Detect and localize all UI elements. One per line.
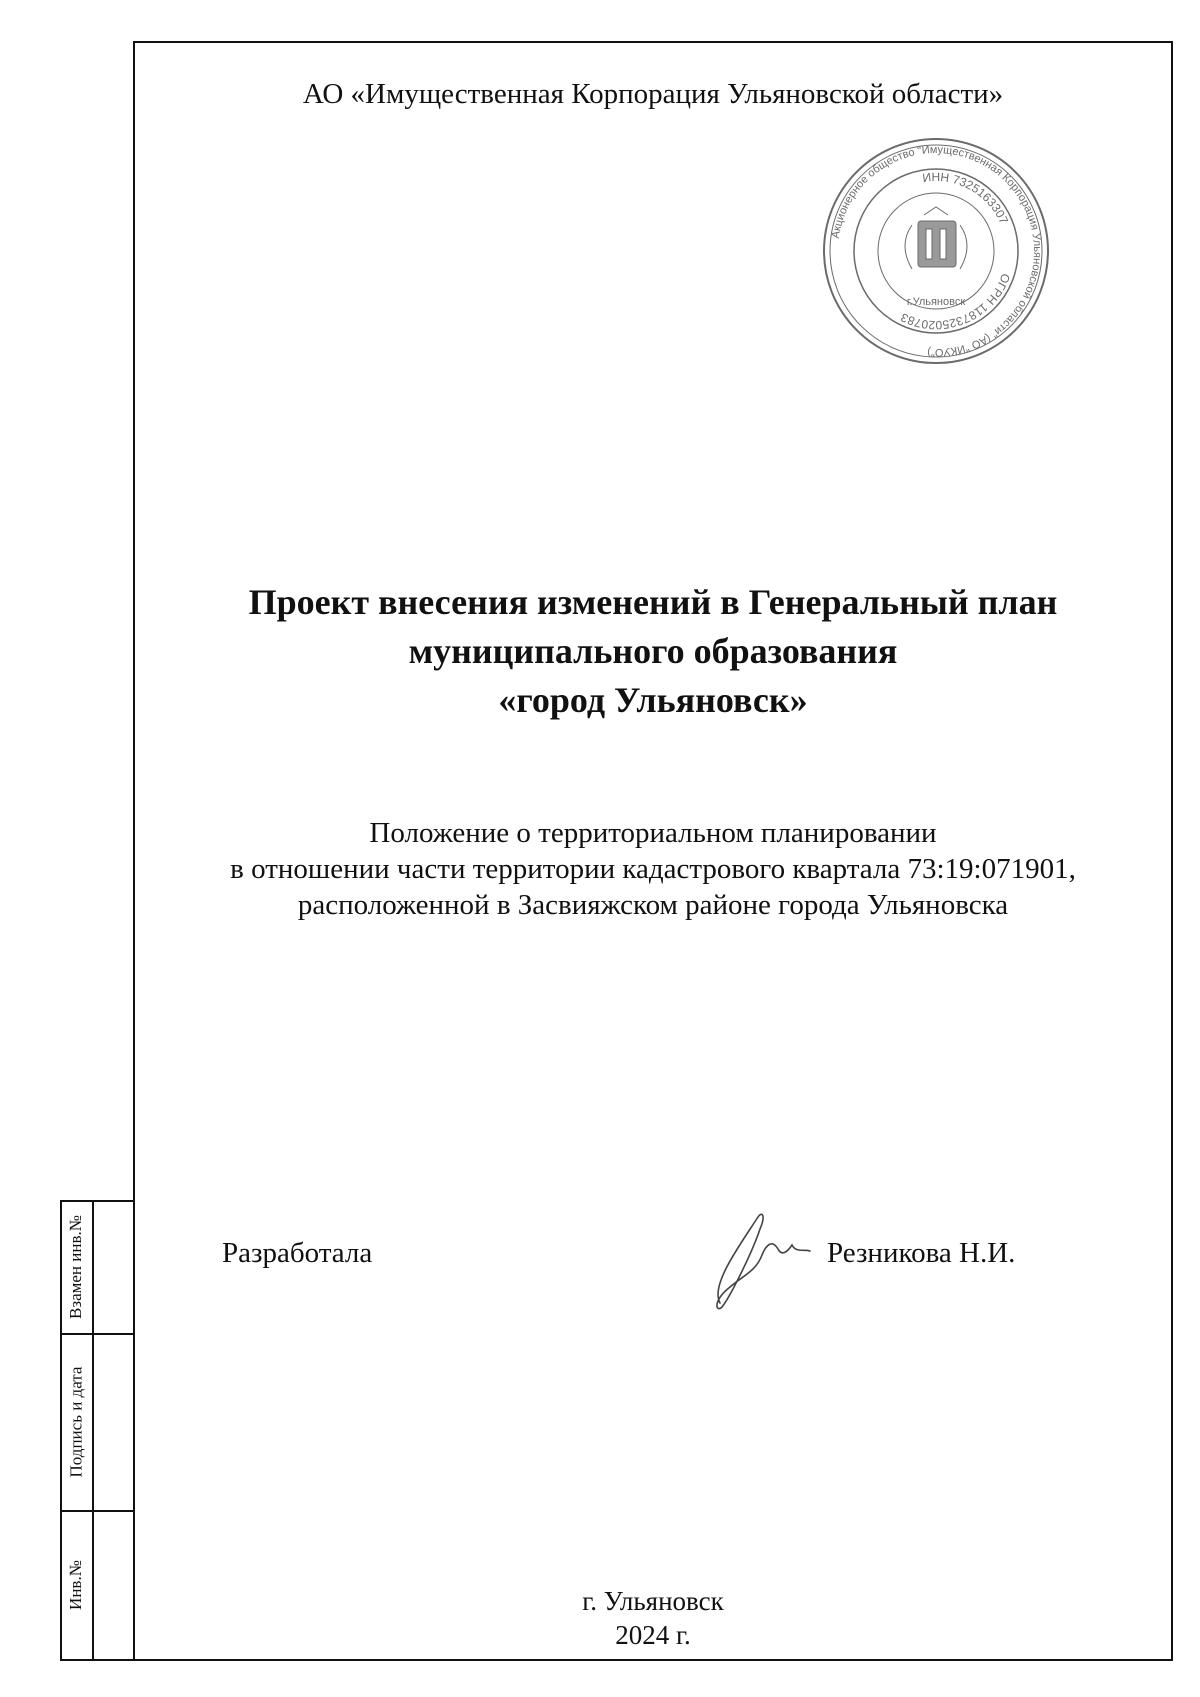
stamp-ogrn: ОГРН 1187325020783 [898,271,1013,333]
stamp-city: г.Ульяновск [906,296,966,308]
side-approval-table [60,1200,133,1661]
company-seal-stamp [820,135,1052,367]
title-line: муниципального образования [408,631,898,671]
developer-name: Резникова Н.И. [827,1237,1016,1269]
handwritten-signature [700,1205,820,1315]
stamp-inn: ИНН 7325163307 [921,169,1012,227]
footer-city: г. Ульяновск [582,1586,724,1616]
side-cell-signature-date: Подпись и дата [66,1366,85,1477]
coat-of-arms-icon [905,207,967,269]
side-cell-inv: Инв.№ [66,1559,85,1610]
side-cell-replaced-inv: Взамен инв.№ [66,1214,86,1319]
subtitle-line: в отношении части территории кадастрового квартала 73:19:071901, [230,853,1076,885]
subtitle-line: Положение о территориальном планировании [369,817,937,849]
title-line: Проект внесения изменений в Генеральный план [248,582,1058,622]
organization-header: АО «Имущественная Корпорация Ульяновской области» [302,78,1004,110]
document-subtitle [133,815,1173,923]
developer-label: Разработала [222,1237,373,1269]
footer-year: 2024 г. [615,1620,691,1650]
document-title [133,578,1173,725]
title-line: «город Ульяновск» [498,680,808,720]
subtitle-line: расположенной в Засвияжском районе города Ульяновска [297,889,1009,921]
stamp-outer-text: Акционерное общество "Имущественная Корпорация Ульяновской области" (АО "ИКУО") [829,143,1044,359]
